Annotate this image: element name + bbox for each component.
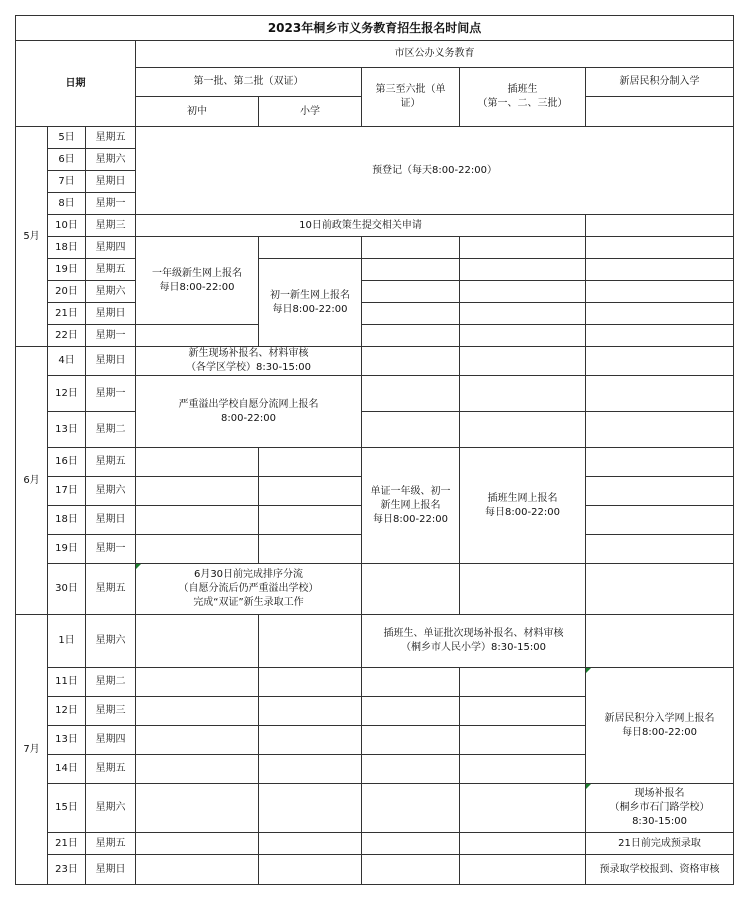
event-migrant-onsite: 现场补报名 （桐乡市石门路学校） 8:30-15:00 — [586, 784, 734, 833]
date-day: 30日 — [48, 564, 86, 615]
empty-cell — [362, 726, 460, 755]
empty-cell — [136, 755, 259, 784]
event-grade1-online: 一年级新生网上报名 每日8:00-22:00 — [136, 237, 259, 325]
event-june30: 6月30日前完成排序分流 （自愿分流后仍严重溢出学校） 完成“双证”新生录取工作 — [136, 564, 362, 615]
empty-cell — [362, 564, 460, 615]
event-report: 预录取学校报到、资格审核 — [586, 855, 734, 885]
empty-cell — [460, 784, 586, 833]
date-day: 18日 — [48, 506, 86, 535]
date-weekday: 星期六 — [86, 149, 136, 171]
date-weekday: 星期日 — [86, 347, 136, 376]
header-public: 市区公办义务教育 — [136, 41, 734, 68]
date-weekday: 星期四 — [86, 726, 136, 755]
empty-cell — [259, 448, 362, 477]
empty-cell — [460, 325, 586, 347]
empty-cell — [586, 506, 734, 535]
empty-cell — [136, 726, 259, 755]
event-single-online: 单证一年级、初一 新生网上报名 每日8:00-22:00 — [362, 448, 460, 564]
empty-cell — [362, 376, 460, 412]
month-label: 6月 — [16, 347, 48, 615]
date-day: 17日 — [48, 477, 86, 506]
empty-cell — [460, 237, 586, 259]
empty-cell — [259, 668, 362, 697]
empty-cell — [586, 97, 734, 127]
header-date: 日期 — [16, 41, 136, 127]
event-preregister: 预登记（每天8:00-22:00） — [136, 127, 734, 215]
empty-cell — [586, 215, 734, 237]
date-day: 20日 — [48, 281, 86, 303]
empty-cell — [136, 615, 259, 668]
date-weekday: 星期二 — [86, 668, 136, 697]
event-transfer-online: 插班生网上报名 每日8:00-22:00 — [460, 448, 586, 564]
empty-cell — [259, 615, 362, 668]
date-day: 12日 — [48, 376, 86, 412]
empty-cell — [460, 833, 586, 855]
date-weekday: 星期日 — [86, 303, 136, 325]
empty-cell — [362, 412, 460, 448]
date-day: 12日 — [48, 697, 86, 726]
event-policy: 10日前政策生提交相关申请 — [136, 215, 586, 237]
date-weekday: 星期五 — [86, 755, 136, 784]
empty-cell — [136, 697, 259, 726]
empty-cell — [362, 855, 460, 885]
empty-cell — [586, 281, 734, 303]
date-weekday: 星期四 — [86, 237, 136, 259]
date-weekday: 星期二 — [86, 412, 136, 448]
date-day: 6日 — [48, 149, 86, 171]
empty-cell — [460, 347, 586, 376]
date-day: 11日 — [48, 668, 86, 697]
empty-cell — [460, 855, 586, 885]
header-transfer: 插班生 （第一、二、三批） — [460, 68, 586, 127]
empty-cell — [259, 535, 362, 564]
date-weekday: 星期三 — [86, 697, 136, 726]
date-weekday: 星期五 — [86, 833, 136, 855]
empty-cell — [460, 697, 586, 726]
empty-cell — [460, 668, 586, 697]
date-day: 8日 — [48, 193, 86, 215]
empty-cell — [136, 833, 259, 855]
date-weekday: 星期五 — [86, 259, 136, 281]
empty-cell — [586, 347, 734, 376]
empty-cell — [362, 281, 460, 303]
date-weekday: 星期五 — [86, 448, 136, 477]
date-day: 19日 — [48, 535, 86, 564]
month-label: 7月 — [16, 615, 48, 885]
event-overflow: 严重溢出学校自愿分流网上报名 8:00-22:00 — [136, 376, 362, 448]
event-onsite-supp: 新生现场补报名、材料审核 （各学区学校）8:30-15:00 — [136, 347, 362, 376]
empty-cell — [586, 237, 734, 259]
empty-cell — [460, 376, 586, 412]
empty-cell — [136, 477, 259, 506]
empty-cell — [362, 325, 460, 347]
empty-cell — [136, 784, 259, 833]
date-weekday: 星期五 — [86, 127, 136, 149]
empty-cell — [460, 303, 586, 325]
header-primary: 小学 — [259, 97, 362, 127]
date-day: 5日 — [48, 127, 86, 149]
date-weekday: 星期一 — [86, 535, 136, 564]
date-weekday: 星期三 — [86, 215, 136, 237]
empty-cell — [136, 668, 259, 697]
empty-cell — [586, 303, 734, 325]
empty-cell — [460, 259, 586, 281]
empty-cell — [586, 615, 734, 668]
event-migrant-online: 新居民积分入学网上报名 每日8:00-22:00 — [586, 668, 734, 784]
empty-cell — [362, 697, 460, 726]
empty-cell — [362, 755, 460, 784]
date-day: 1日 — [48, 615, 86, 668]
empty-cell — [586, 325, 734, 347]
date-day: 16日 — [48, 448, 86, 477]
empty-cell — [259, 237, 362, 259]
empty-cell — [586, 535, 734, 564]
empty-cell — [460, 726, 586, 755]
empty-cell — [586, 412, 734, 448]
date-day: 21日 — [48, 833, 86, 855]
date-weekday: 星期日 — [86, 506, 136, 535]
empty-cell — [586, 564, 734, 615]
date-weekday: 星期六 — [86, 281, 136, 303]
date-day: 13日 — [48, 726, 86, 755]
date-day: 7日 — [48, 171, 86, 193]
empty-cell — [362, 347, 460, 376]
empty-cell — [586, 477, 734, 506]
empty-cell — [460, 412, 586, 448]
empty-cell — [362, 259, 460, 281]
empty-cell — [460, 281, 586, 303]
empty-cell — [136, 506, 259, 535]
empty-cell — [136, 325, 259, 347]
date-day: 4日 — [48, 347, 86, 376]
date-weekday: 星期六 — [86, 477, 136, 506]
empty-cell — [362, 668, 460, 697]
month-label: 5月 — [16, 127, 48, 347]
empty-cell — [259, 477, 362, 506]
empty-cell — [362, 303, 460, 325]
date-day: 22日 — [48, 325, 86, 347]
page-title: 2023年桐乡市义务教育招生报名时间点 — [16, 16, 734, 41]
schedule-table — [15, 15, 734, 885]
date-day: 13日 — [48, 412, 86, 448]
empty-cell — [460, 564, 586, 615]
date-day: 15日 — [48, 784, 86, 833]
date-day: 10日 — [48, 215, 86, 237]
empty-cell — [460, 755, 586, 784]
date-day: 19日 — [48, 259, 86, 281]
date-day: 21日 — [48, 303, 86, 325]
date-day: 23日 — [48, 855, 86, 885]
date-weekday: 星期一 — [86, 325, 136, 347]
date-weekday: 星期六 — [86, 615, 136, 668]
empty-cell — [259, 726, 362, 755]
empty-cell — [259, 755, 362, 784]
date-day: 14日 — [48, 755, 86, 784]
header-junior: 初中 — [136, 97, 259, 127]
empty-cell — [586, 259, 734, 281]
empty-cell — [362, 833, 460, 855]
empty-cell — [362, 237, 460, 259]
empty-cell — [259, 855, 362, 885]
date-weekday: 星期五 — [86, 564, 136, 615]
empty-cell — [259, 784, 362, 833]
empty-cell — [362, 784, 460, 833]
date-weekday: 星期日 — [86, 171, 136, 193]
header-migrant: 新居民积分制入学 — [586, 68, 734, 97]
header-batch36: 第三至六批（单 证） — [362, 68, 460, 127]
header-batch12: 第一批、第二批（双证） — [136, 68, 362, 97]
empty-cell — [136, 855, 259, 885]
empty-cell — [586, 376, 734, 412]
date-weekday: 星期一 — [86, 193, 136, 215]
event-pre-admit: 21日前完成预录取 — [586, 833, 734, 855]
date-weekday: 星期一 — [86, 376, 136, 412]
event-july1: 插班生、单证批次现场补报名、材料审核 （桐乡市人民小学）8:30-15:00 — [362, 615, 586, 668]
empty-cell — [136, 535, 259, 564]
event-junior1-online: 初一新生网上报名 每日8:00-22:00 — [259, 259, 362, 347]
empty-cell — [136, 448, 259, 477]
empty-cell — [586, 448, 734, 477]
empty-cell — [259, 506, 362, 535]
date-day: 18日 — [48, 237, 86, 259]
date-weekday: 星期日 — [86, 855, 136, 885]
empty-cell — [259, 833, 362, 855]
date-weekday: 星期六 — [86, 784, 136, 833]
empty-cell — [259, 697, 362, 726]
